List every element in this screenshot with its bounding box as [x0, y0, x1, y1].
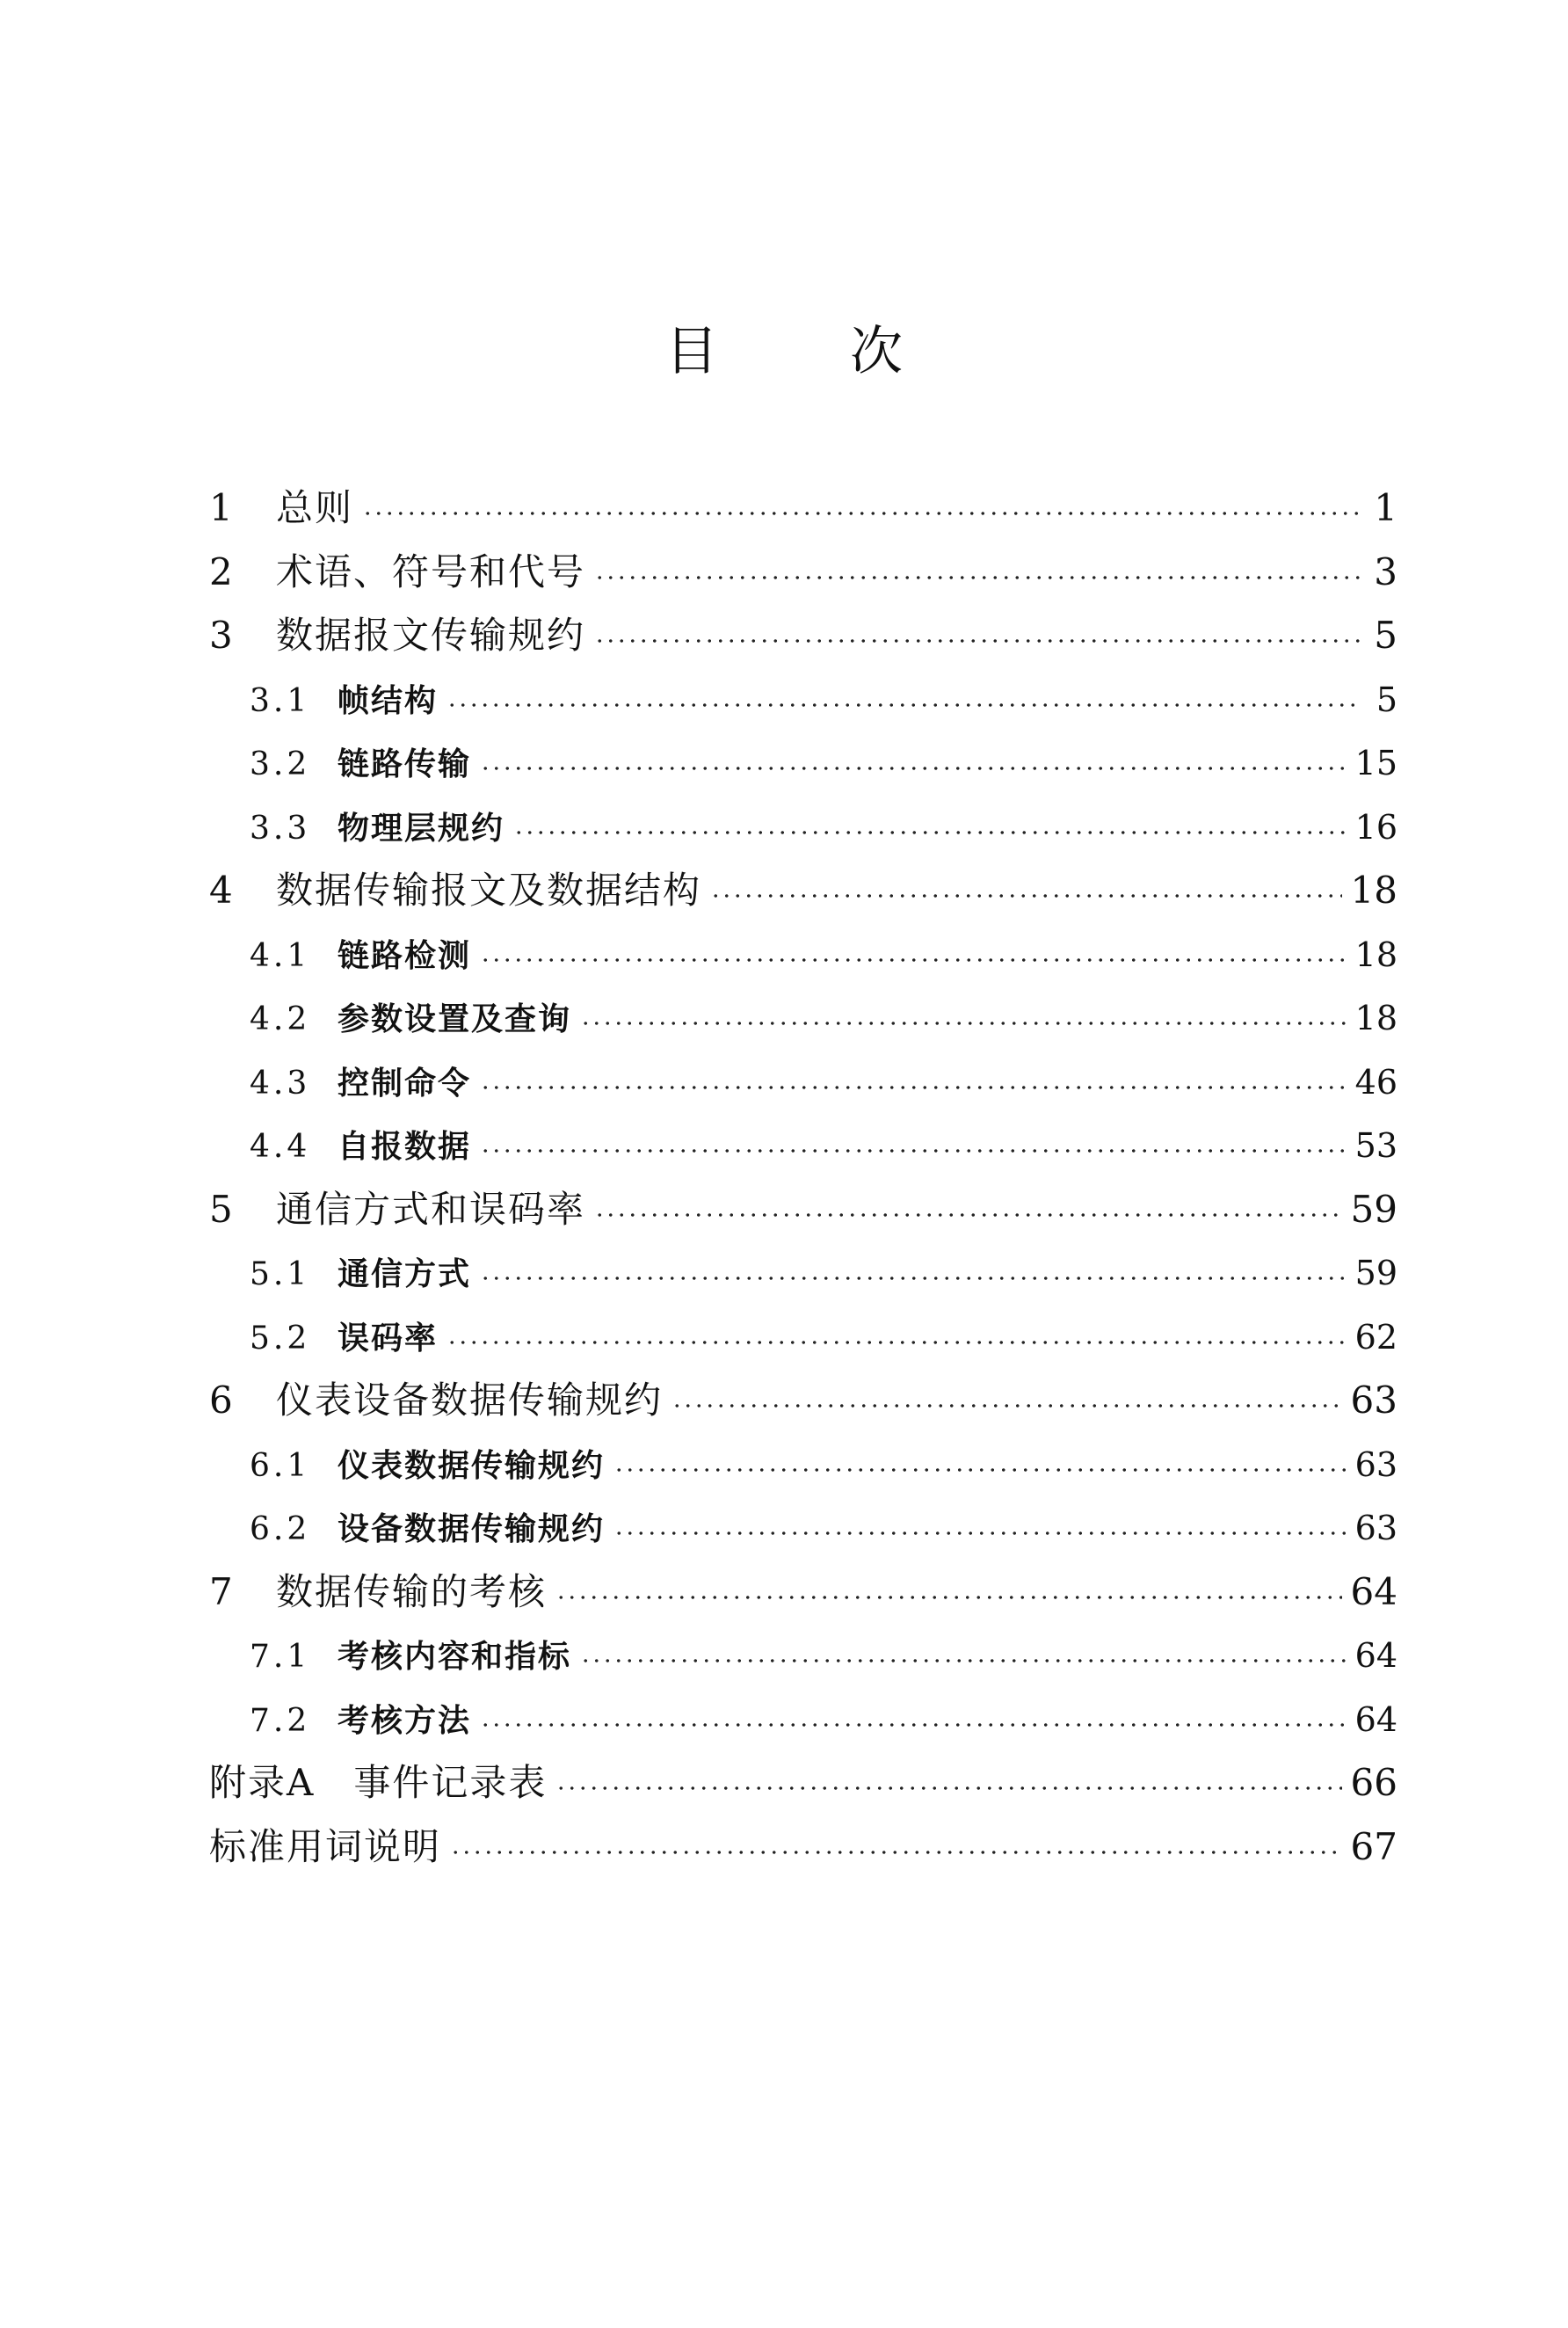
- dot-leader: [555, 1786, 1341, 1790]
- dot-leader: [671, 1404, 1342, 1408]
- dot-leader: [480, 1149, 1347, 1153]
- dot-leader: [613, 1531, 1347, 1535]
- toc-entry-page: 18: [1354, 999, 1397, 1037]
- toc-entry-page: 18: [1354, 935, 1397, 974]
- toc-entry-number: 5: [209, 1187, 233, 1231]
- title-char-1: 目: [665, 321, 718, 382]
- toc-entry-title: 考核内容和指标: [338, 1638, 572, 1675]
- toc-entry[interactable]: [209, 1560, 1397, 1625]
- toc-entry-title: 附录A 事件记录表: [209, 1761, 548, 1804]
- toc-entry-title: 数据传输报文及数据结构: [276, 869, 702, 912]
- toc-entry[interactable]: [209, 1306, 1397, 1370]
- toc-entry[interactable]: [209, 604, 1397, 668]
- dot-leader: [480, 1086, 1347, 1089]
- dot-leader: [446, 1341, 1347, 1344]
- toc-entry-page: 62: [1354, 1317, 1397, 1357]
- toc-entry-title: 标准用词说明: [209, 1824, 442, 1868]
- toc-entry-page: 64: [1354, 1699, 1397, 1739]
- dot-leader: [594, 576, 1362, 579]
- toc-entry-title: 仪表设备数据传输规约: [276, 1379, 664, 1422]
- toc-entry-title: 帧结构: [338, 681, 439, 719]
- toc-entry-page: 3: [1374, 549, 1397, 593]
- toc-entry-title: 通信方式: [338, 1255, 472, 1292]
- toc-entry-title: 控制命令: [338, 1064, 472, 1102]
- toc-entry-title: 自报数据: [338, 1128, 472, 1165]
- toc-entry-page: 59: [1350, 1187, 1397, 1231]
- toc-entry-number: 6.1: [250, 1447, 311, 1484]
- toc-entry-number: 4.4: [250, 1129, 311, 1165]
- toc-entry[interactable]: [209, 1815, 1397, 1880]
- toc-entry-number: 4.2: [250, 1001, 311, 1037]
- toc-entry-title: 参数设置及查询: [338, 1000, 572, 1037]
- toc-entry[interactable]: [209, 859, 1397, 923]
- toc-entry-number: 4.1: [250, 937, 311, 974]
- dot-leader: [580, 1022, 1347, 1025]
- dot-leader: [513, 831, 1347, 834]
- toc-entry-number: 7: [209, 1569, 233, 1613]
- toc-entry-page: 5: [1374, 614, 1397, 657]
- toc-entry-title: 物理层规约: [338, 809, 505, 847]
- dot-leader: [480, 1723, 1347, 1727]
- toc-entry-number: 4.3: [250, 1065, 311, 1102]
- toc-entry-number: 6: [209, 1379, 233, 1422]
- dot-leader: [480, 767, 1347, 770]
- toc-entry-page: 16: [1354, 807, 1397, 847]
- toc-entry[interactable]: [209, 668, 1397, 732]
- toc-entry-page: 15: [1354, 744, 1397, 782]
- toc-entry-title: 术语、符号和代号: [276, 549, 586, 593]
- title-char-2: 次: [850, 321, 903, 382]
- toc-entry-number: 7.2: [250, 1702, 311, 1739]
- toc-entry-number: 3: [209, 614, 233, 657]
- toc-entry-page: 63: [1354, 1509, 1397, 1547]
- dot-leader: [594, 1213, 1342, 1217]
- toc-entry-number: 3.1: [250, 682, 311, 719]
- toc-entry-number: 1: [209, 486, 233, 529]
- toc-entry[interactable]: [209, 477, 1397, 541]
- toc-entry[interactable]: [209, 1624, 1397, 1688]
- toc-entry-title: 数据报文传输规约: [276, 614, 586, 657]
- toc-entry[interactable]: [209, 1051, 1397, 1115]
- toc-entry[interactable]: [209, 541, 1397, 605]
- toc-entry-title: 链路检测: [338, 936, 472, 974]
- toc-entry-page: 53: [1354, 1126, 1397, 1165]
- toc-entry-page: 46: [1354, 1062, 1397, 1102]
- toc-entry[interactable]: [209, 1178, 1397, 1242]
- toc-entry-page: 66: [1350, 1761, 1397, 1804]
- toc-entry-page: 1: [1374, 486, 1397, 529]
- dot-leader: [480, 958, 1347, 962]
- toc-entry-page: 63: [1350, 1379, 1397, 1422]
- toc-entry[interactable]: [209, 1241, 1397, 1306]
- toc-entry-page: 18: [1350, 869, 1397, 912]
- toc-entry[interactable]: [209, 1751, 1397, 1815]
- page-title: [0, 312, 1568, 391]
- toc-entry-page: 64: [1350, 1569, 1397, 1613]
- toc-entry[interactable]: [209, 1433, 1397, 1497]
- toc-entry-title: 通信方式和误码率: [276, 1187, 586, 1231]
- table-of-contents: [209, 477, 1397, 1879]
- toc-entry-number: 3.2: [250, 746, 311, 782]
- toc-entry-page: 59: [1354, 1254, 1397, 1292]
- toc-entry-page: 63: [1354, 1444, 1397, 1484]
- toc-entry[interactable]: [209, 1369, 1397, 1433]
- toc-entry-number: 7.1: [250, 1639, 311, 1675]
- toc-entry[interactable]: [209, 1114, 1397, 1178]
- toc-entry-page: 67: [1350, 1824, 1397, 1868]
- toc-entry-title: 总则: [276, 486, 354, 529]
- toc-entry-number: 6.2: [250, 1511, 311, 1547]
- toc-entry-number: 2: [209, 549, 233, 593]
- dot-leader: [710, 894, 1342, 898]
- toc-entry-page: 64: [1354, 1636, 1397, 1675]
- toc-entry-title: 设备数据传输规约: [338, 1510, 606, 1547]
- toc-entry[interactable]: [209, 986, 1397, 1051]
- toc-entry-number: 5.1: [250, 1256, 311, 1292]
- toc-entry[interactable]: [209, 731, 1397, 796]
- toc-entry-title: 仪表数据传输规约: [338, 1446, 606, 1484]
- dot-leader: [613, 1468, 1347, 1472]
- dot-leader: [594, 639, 1362, 643]
- toc-entry-number: 4: [209, 869, 233, 912]
- dot-leader: [362, 512, 1362, 515]
- toc-entry-title: 链路传输: [338, 746, 472, 782]
- toc-entry-title: 数据传输的考核: [276, 1569, 548, 1613]
- dot-leader: [480, 1277, 1347, 1280]
- toc-entry-title: 考核方法: [338, 1701, 472, 1739]
- toc-entry[interactable]: [209, 1496, 1397, 1560]
- dot-leader: [446, 703, 1362, 707]
- toc-entry-number: 3.3: [250, 810, 311, 847]
- dot-leader: [580, 1659, 1347, 1662]
- toc-entry-page: 5: [1376, 680, 1397, 719]
- toc-entry[interactable]: [209, 1688, 1397, 1752]
- toc-entry-title: 误码率: [338, 1319, 439, 1357]
- toc-entry[interactable]: [209, 923, 1397, 987]
- toc-entry-number: 5.2: [250, 1320, 311, 1357]
- toc-entry[interactable]: [209, 796, 1397, 860]
- dot-leader: [450, 1851, 1342, 1854]
- dot-leader: [555, 1596, 1342, 1599]
